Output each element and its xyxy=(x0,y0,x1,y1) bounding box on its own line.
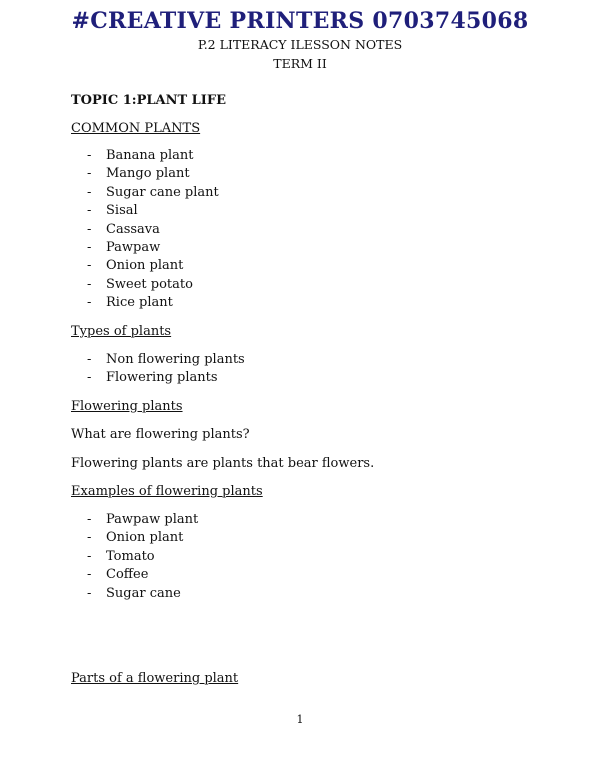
list-item-text: Sugar cane plant xyxy=(106,184,219,200)
list-item xyxy=(87,147,219,165)
list-item xyxy=(87,566,198,584)
examples-heading: Examples of flowering plants xyxy=(71,484,263,499)
list-item-text: Onion plant xyxy=(106,530,184,546)
dash-bullet: - xyxy=(87,530,92,546)
list-item-text: Tomato xyxy=(106,548,155,564)
topic-heading: TOPIC 1:PLANT LIFE xyxy=(71,93,227,108)
list-item-text: Sweet potato xyxy=(106,276,193,292)
dash-bullet: - xyxy=(87,184,92,200)
dash-bullet: - xyxy=(87,148,92,163)
list-item-text: Sugar cane xyxy=(106,585,181,601)
list-item xyxy=(87,184,219,202)
subtitle: P.2 LITERACY ILESSON NOTES xyxy=(197,37,403,52)
dash-bullet: - xyxy=(87,295,92,311)
examples-list xyxy=(87,511,198,603)
dash-bullet: - xyxy=(87,276,92,292)
list-item-text: Flowering plants xyxy=(106,370,218,386)
list-item xyxy=(87,548,198,566)
list-item xyxy=(87,294,219,312)
list-item xyxy=(87,239,219,257)
list-item-text: Pawpaw xyxy=(106,239,161,255)
list-item xyxy=(87,369,245,387)
list-item-text: Non flowering plants xyxy=(106,352,245,367)
list-item xyxy=(87,276,219,294)
term-label: TERM II xyxy=(273,56,327,71)
list-item-text: Mango plant xyxy=(106,166,190,182)
list-item xyxy=(87,529,198,547)
flowering-question: What are flowering plants? xyxy=(71,427,250,442)
list-item-text: Banana plant xyxy=(106,148,194,163)
flowering-answer: Flowering plants are plants that bear flowers. xyxy=(71,456,375,471)
dash-bullet: - xyxy=(87,548,92,564)
parts-heading: Parts of a flowering plant xyxy=(71,671,239,686)
list-item xyxy=(87,351,245,369)
types-of-plants-list xyxy=(87,351,245,388)
dash-bullet: - xyxy=(87,352,92,367)
list-item-text: Rice plant xyxy=(106,295,173,311)
list-item-text: Pawpaw plant xyxy=(106,512,199,527)
common-plants-heading: COMMON PLANTS xyxy=(71,121,201,136)
dash-bullet: - xyxy=(87,221,92,237)
dash-bullet: - xyxy=(87,567,92,583)
common-plants-list xyxy=(87,147,219,313)
dash-bullet: - xyxy=(87,258,92,274)
dash-bullet: - xyxy=(87,239,92,255)
dash-bullet: - xyxy=(87,203,92,219)
list-item xyxy=(87,165,219,183)
list-item xyxy=(87,221,219,239)
list-item xyxy=(87,511,198,529)
list-item-text: Cassava xyxy=(106,221,160,237)
page-number: 1 xyxy=(296,713,304,726)
list-item-text: Onion plant xyxy=(106,258,184,274)
banner-title: #CREATIVE PRINTERS 0703745068 xyxy=(71,8,529,34)
flowering-plants-heading: Flowering plants xyxy=(71,399,183,414)
list-item xyxy=(87,585,198,603)
dash-bullet: - xyxy=(87,512,92,527)
dash-bullet: - xyxy=(87,370,92,386)
list-item xyxy=(87,202,219,220)
dash-bullet: - xyxy=(87,585,92,601)
list-item-text: Coffee xyxy=(106,567,149,583)
dash-bullet: - xyxy=(87,166,92,182)
types-of-plants-heading: Types of plants xyxy=(71,324,172,339)
list-item-text: Sisal xyxy=(106,203,138,219)
list-item xyxy=(87,257,219,275)
